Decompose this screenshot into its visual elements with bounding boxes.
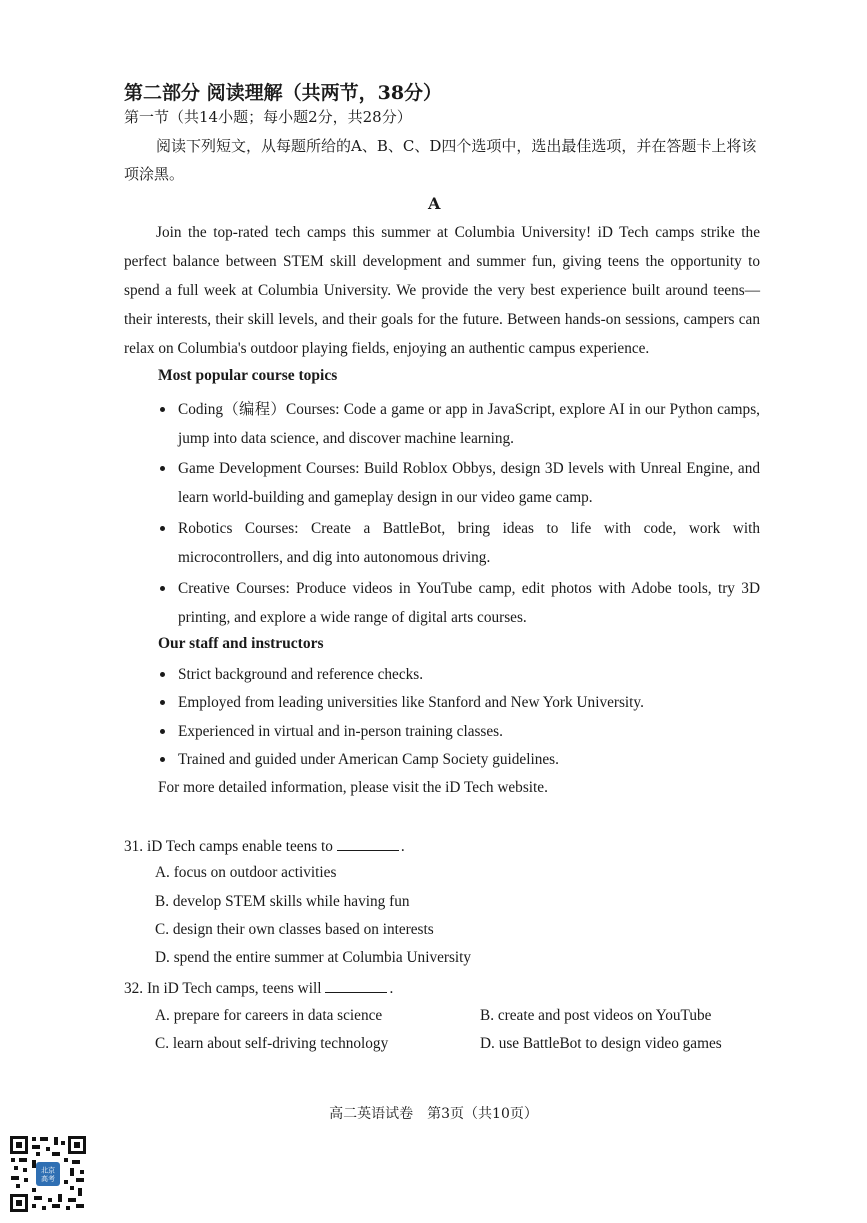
topics-title: Most popular course topics (158, 367, 338, 384)
topic-text: Coding（编程）Courses: Code a game or app in JavaScript, explore AI in our Python camps, jump into data science, and discover machine learning. (178, 401, 760, 447)
passage-intro: Join the top-rated tech camps this summer at Columbia University! iD Tech camps strike the perfect balance between STEM skill development and summer fun, giving teens the opportunity to spend a full week at Columbia University. We provide the very best experience built around teens—their interests, their skill levels, and their goals for the future. Between hands-on sessions, campers can relax on Columbia's outdoor playing fields, enjoying an authentic campus experience. (124, 224, 760, 357)
question-stem-end: . (389, 980, 394, 997)
question-32 (124, 978, 393, 998)
question-stem: iD Tech camps enable teens to (146, 838, 333, 855)
bullet-icon (160, 526, 165, 531)
staff-title: Our staff and instructors (158, 635, 324, 652)
option-32-b: B. create and post videos on YouTube (480, 1007, 712, 1024)
topic-text: Creative Courses: Produce videos in YouTube camp, edit photos with Adobe tools, try 3D printing, and explore a wide range of digital arts courses. (178, 580, 760, 626)
qr-badge-text: 北京 (41, 1166, 55, 1175)
passage-label: A (428, 194, 441, 213)
bullet-icon (160, 672, 165, 677)
bullet-icon (160, 729, 165, 734)
option-32-c: C. learn about self-driving technology (155, 1035, 389, 1052)
question-31 (124, 836, 405, 856)
staff-item (160, 660, 423, 689)
page-footer: 高二英语试卷 第3页（共10页） (329, 1106, 538, 1122)
qr-code-icon (8, 1134, 88, 1214)
answer-blank (337, 836, 399, 851)
topic-item (160, 514, 760, 572)
option-31-b: B. develop STEM skills while having fun (155, 893, 410, 910)
question-number: 31. (124, 838, 144, 855)
question-number: 32. (124, 980, 144, 997)
staff-item (160, 745, 559, 774)
question-stem-end: . (400, 838, 405, 855)
staff-item (160, 688, 644, 717)
staff-item (160, 717, 503, 746)
topic-text: Robotics Courses: Create a BattleBot, bring ideas to life with code, work with microcontrollers, and dig into autonomous driving. (178, 520, 760, 566)
option-31-c: C. design their own classes based on interests (155, 921, 434, 938)
staff-text: Experienced in virtual and in-person training classes. (178, 723, 503, 740)
option-32-a: A. prepare for careers in data science (155, 1007, 383, 1024)
qr-badge-text: 高考 (41, 1175, 55, 1183)
option-31-a: A. focus on outdoor activities (155, 864, 337, 881)
bullet-icon (160, 700, 165, 705)
topic-item (160, 395, 760, 453)
bullet-icon (160, 757, 165, 762)
bullet-icon (160, 407, 165, 412)
staff-text: Trained and guided under American Camp Society guidelines. (178, 751, 559, 768)
staff-text: Employed from leading universities like Stanford and New York University. (178, 694, 644, 711)
more-info: For more detailed information, please visit the iD Tech website. (158, 779, 548, 796)
bullet-icon (160, 586, 165, 591)
answer-blank (325, 978, 387, 993)
topic-item (160, 574, 760, 632)
bullet-icon (160, 466, 165, 471)
section-subtitle: 第一节（共14小题；每小题2分，共28分） (124, 108, 412, 126)
topic-item (160, 454, 760, 512)
topic-text: Game Development Courses: Build Roblox Obbys, design 3D levels with Unreal Engine, and learn world-building and gameplay design in our video game camp. (178, 460, 760, 506)
instructions: 阅读下列短文，从每题所给的A、B、C、D四个选项中，选出最佳选项，并在答题卡上将该项涂黑。 (124, 137, 757, 183)
section-title: 第二部分 阅读理解（共两节，38分） (124, 82, 443, 104)
question-stem: In iD Tech camps, teens will (146, 980, 322, 997)
staff-text: Strict background and reference checks. (178, 666, 424, 683)
option-32-d: D. use BattleBot to design video games (480, 1035, 722, 1052)
option-31-d: D. spend the entire summer at Columbia University (155, 949, 472, 966)
